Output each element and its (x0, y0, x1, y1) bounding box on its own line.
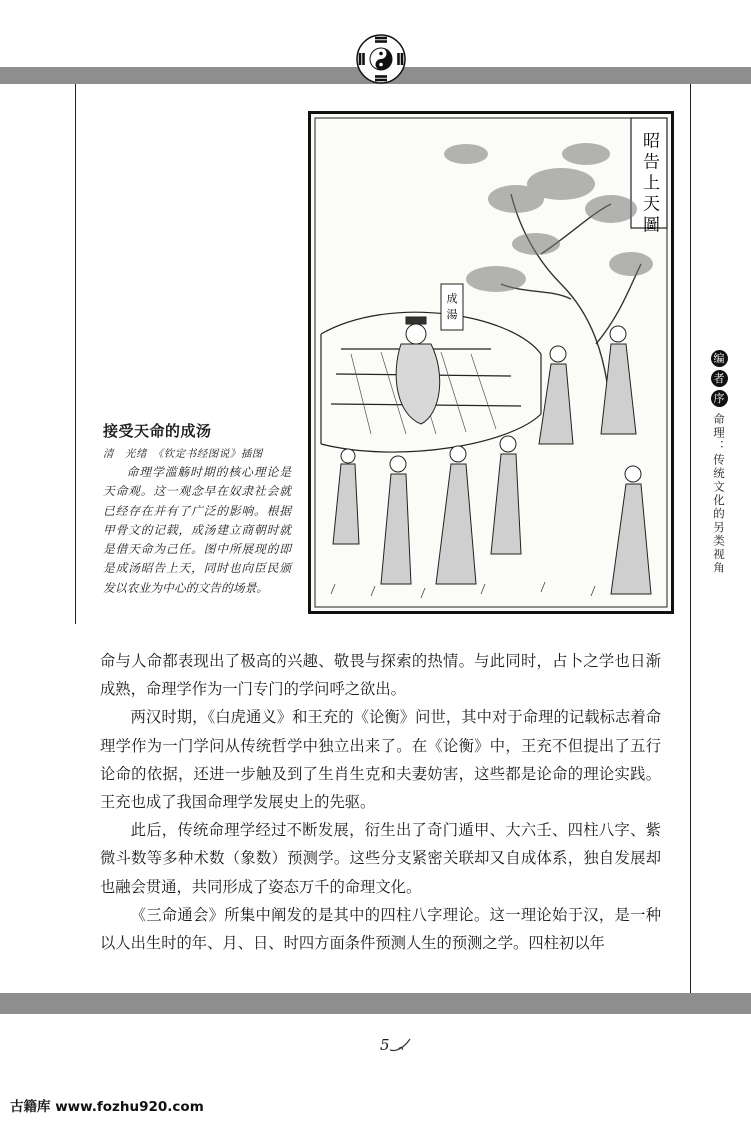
paragraph: 《三命通会》所集中阐发的是其中的四柱八字理论。这一理论始于汉，是一种以人出生时的年、月、日、时四方面条件预测人生的预测之学。四柱初以年 (100, 905, 661, 953)
chapter-sidebar (701, 350, 737, 575)
illustration-title: 昭告上天圖 (639, 131, 659, 233)
chapter-seal: 编 (711, 350, 728, 367)
chapter-seal: 者 (711, 370, 728, 387)
footer-label: 古籍库 (10, 1099, 51, 1115)
chapter-subtitle: 命理：传统文化的另类视角 (712, 413, 726, 575)
caption-title: 接受天命的成汤 (103, 422, 212, 440)
swirl-ornament-icon (388, 1036, 414, 1054)
bagua-yin-yang-icon (356, 34, 406, 84)
figure-label: 成湯 (446, 292, 458, 321)
left-margin-rule (75, 84, 76, 624)
page-number: 5 (380, 1036, 390, 1054)
footer-site: www.fozhu920.com (55, 1099, 204, 1115)
main-text (100, 647, 661, 957)
paragraph: 两汉时期，《白虎通义》和王充的《论衡》问世，其中对于命理的记载标志着命理学作为一门学问从传统哲学中独立出来了。在《论衡》中，王充不但提出了五行论命的依据，还进一步触及到了生肖生克和夫妻妨害，这些都是论命的理论实践。王充也成了我国命理学发展史上的先驱。 (100, 708, 661, 812)
footer-watermark (10, 1095, 204, 1115)
footer-band (0, 993, 751, 1014)
right-margin-rule (690, 84, 691, 993)
illustration-chengtang (308, 111, 674, 614)
caption-source: 清 光绪 《钦定书经图说》插图 (103, 448, 263, 460)
paragraph: 此后，传统命理学经过不断发展，衍生出了奇门遁甲、大六壬、四柱八字、紫微斗数等多种术数（象数）预测学。这些分支紧密关联却又自成体系，独自发展却也融会贯通，共同形成了姿态万千的命理文化。 (100, 821, 661, 896)
chapter-seal: 序 (711, 390, 728, 407)
paragraph: 命与人命都表现出了极高的兴趣、敬畏与探索的热情。与此同时，占卜之学也日渐成熟，命理学作为一门专门的学问呼之欲出。 (100, 652, 661, 699)
caption-body: 命理学滥觞时期的核心理论是天命观。这一观念早在奴隶社会就已经存在并有了广泛的影响。根据甲骨文的记载，成汤建立商朝时就是借天命为己任。图中所展现的即是成汤昭告上天，同时也向臣民颁发以农业为中心的文告的场景。 (103, 465, 291, 595)
